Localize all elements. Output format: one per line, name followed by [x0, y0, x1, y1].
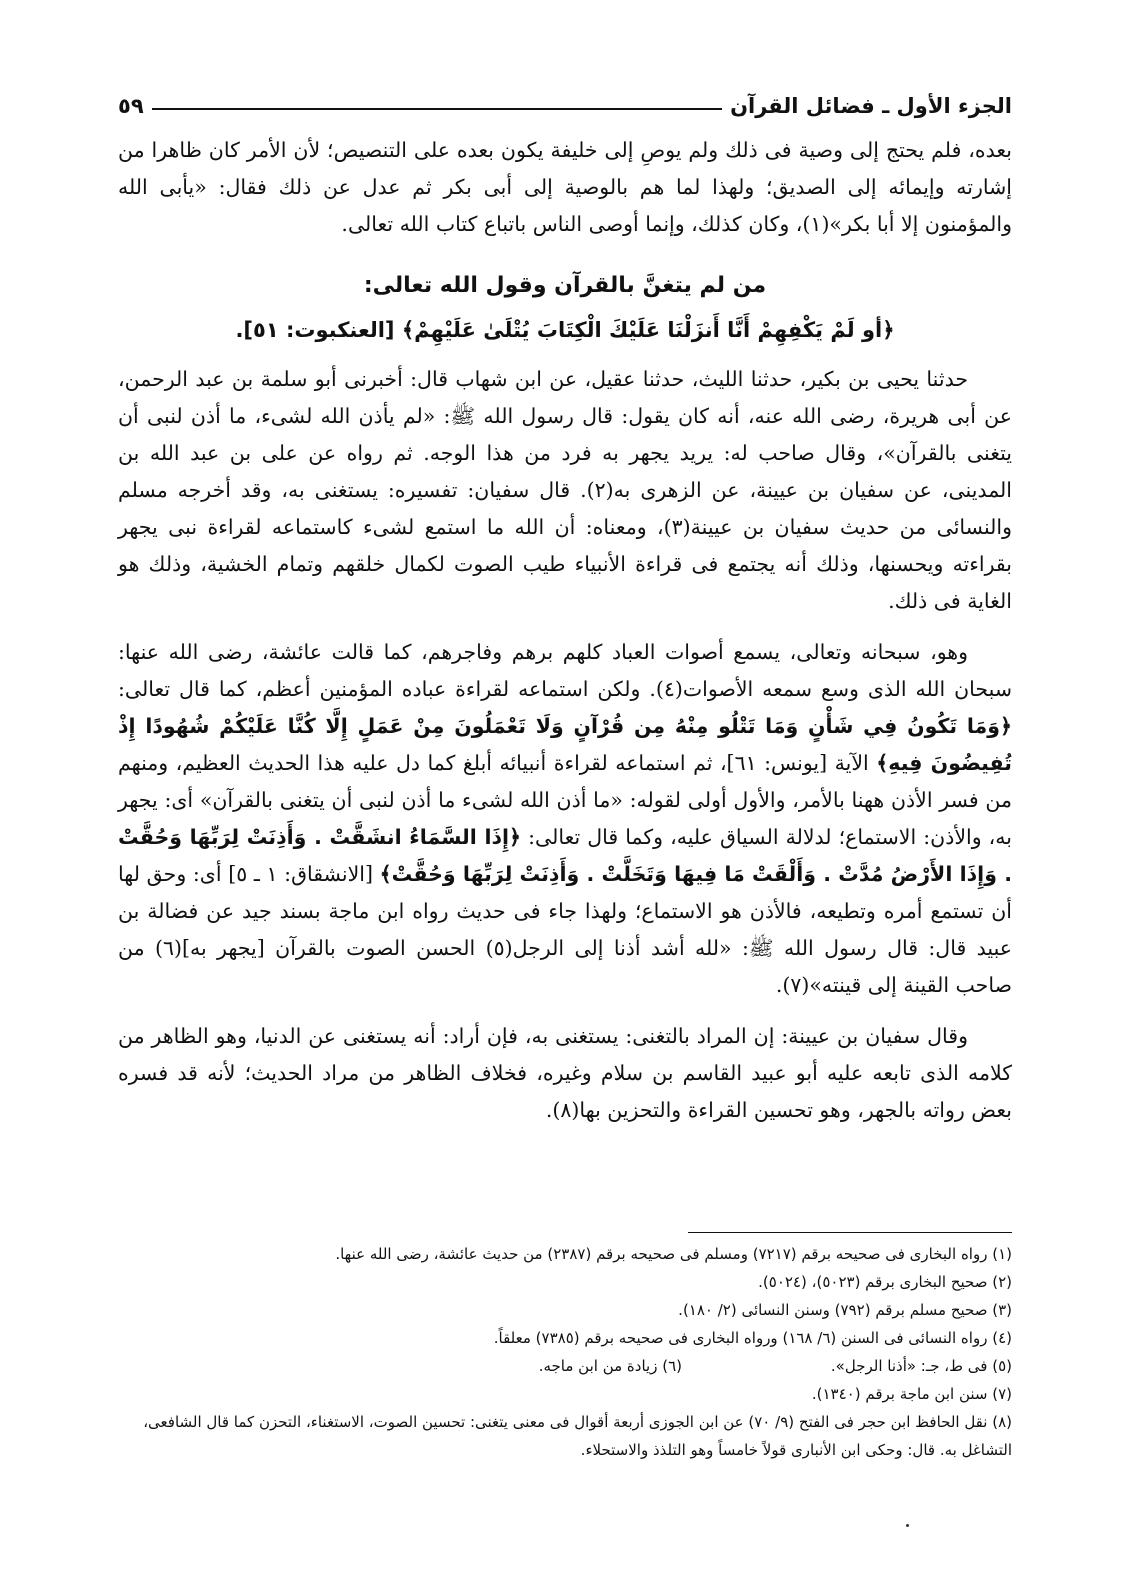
footnote-6: (٦) زيادة من ابن ماجه.: [538, 1357, 682, 1375]
footnote-3: (٣) صحيح مسلم برقم (٧٩٢) وسنن النسائى (٢/ ١٨٠).: [678, 1301, 1012, 1319]
paragraph-2: حدثنا يحيى بن بكير، حدثنا الليث، حدثنا عقيل، عن ابن شهاب قال: أخبرنى أبو سلمة بن عبد الرحمن، عن أبى هريرة، رضى الله عنه، أنه كان يقول: قال رسول الله ﷺ: «لم يأذن الله لشىء، ما أذن لنبى أن يتغنى بالقرآن»، وقال صاحب له: يريد يجهر به فرد من هذا الوجه. ثم رواه عن على بن عبد الله بن المدينى، عن سفيان بن عيينة، عن الزهرى به(٢). قال سفيان: تفسيره: يستغنى به، وقد أخرجه مسلم والنسائى من حديث سفيان بن عيينة(٣)، ومعناه: أن الله ما استمع لشىء كاستماعه لقراءة نبى يجهر بقراءته ويحسنها، وذلك أنه يجتمع فى قراءة الأنبياء طيب الصوت لكمال خلقهم وتمام الخشية، وذلك هو الغاية فى ذلك.: [118, 367, 1012, 613]
main-text: [118, 132, 1012, 1143]
header-rule: [152, 108, 722, 110]
footnote-1: (١) رواه البخارى فى صحيحه برقم (٧٢١٧) ومسلم فى صحيحه برقم (٢٣٨٧) من حديث عائشة، رضى الله عنها.: [335, 1245, 1012, 1263]
footnotes: [118, 1240, 1012, 1464]
footnote-8: (٨) نقل الحافظ ابن حجر فى الفتح (٩/ ٧٠) عن ابن الجوزى أربعة أقوال فى معنى يتغنى: تحسين الصوت، الاستغناء، التحزن كما قال الشافعى، التشاغل به. قال: وحكى ابن الأنبارى قولاً خامساً وهو التلذذ والاستحلاء.: [143, 1413, 1012, 1459]
footnote-separator: [688, 1232, 1012, 1233]
footnote-4: (٤) رواه النسائى فى السنن (٦/ ١٦٨) ورواه البخارى فى صحيحه برقم (٧٣٨٥) معلقاً.: [493, 1329, 1012, 1347]
paragraph-4: وقال سفيان بن عيينة: إن المراد بالتغنى: يستغنى به، فإن أراد: أنه يستغنى عن الدنيا، وهو الظاهر من كلامه الذى تابعه عليه أبو عبيد القاسم بن سلام وغيره، فخلاف الظاهر من مراد الحديث؛ لأنه قد فسره بعض رواته بالجهر، وهو تحسين القراءة والتحزين بها(٨).: [118, 1024, 1012, 1122]
quran-verse-inshiqaq: ﴿إِذَا السَّمَاءُ انشَقَّتْ . وَأَذِنَتْ لِرَبِّهَا وَحُقَّتْ . وَإِذَا الأَرْضُ مُدَّتْ . وَأَلْقَتْ مَا فِيهَا وَتَخَلَّتْ . وَأَذِنَتْ لِرَبِّهَا وَحُقَّتْ﴾: [118, 825, 1012, 886]
footnote-5: (٥) فى ط، جـ: «أذنا الرجل».: [830, 1357, 1012, 1375]
paragraph-3: [118, 634, 1012, 1004]
paragraph-3-part-c: [الانشقاق: ١ ـ ٥] أى: وحق لها أن تستمع أمره وتطيعه، فالأذن هو الاستماع؛ ولهذا جاء فى حديث رواه ابن ماجة بسند جيد عن فضالة بن عبيد قال: قال رسول الله ﷺ: «لله أشد أذنا إلى الرجل(٥) الحسن الصوت بالقرآن [يجهر به](٦) من صاحب القينة إلى قينته»(٧).: [118, 862, 1012, 997]
quran-verse-yunus: ﴿وَمَا تَكُونُ فِي شَأْنٍ وَمَا تَتْلُو مِنْهُ مِن قُرْآنٍ وَلَا تَعْمَلُونَ مِنْ عَمَلٍ إِلَّا كُنَّا عَلَيْكُمْ شُهُودًا إِذْ تُفِيضُونَ فِيهِ﴾: [118, 714, 1012, 775]
section-title: من لم يتغنَّ بالقرآن وقول الله تعالى:: [363, 273, 767, 298]
footnote-2: (٢) صحيح البخارى برقم (٥٠٢٣)، (٥٠٢٤).: [758, 1273, 1012, 1291]
paragraph-3-part-a: وهو، سبحانه وتعالى، يسمع أصوات العباد كلهم برهم وفاجرهم، كما قالت عائشة، رضى الله عنها: سبحان الله الذى وسع سمعه الأصوات(٤). ولكن استماعه لقراءة عباده المؤمنين أعظم، كما قال تعالى:: [118, 640, 1013, 701]
footnote-7: (٧) سنن ابن ماجة برقم (١٣٤٠).: [811, 1385, 1012, 1403]
paragraph-3-part-b: الآية [يونس: ٦١]، ثم استماعه لقراءة أنبيائه أبلغ كما دل عليه هذا الحديث العظيم، ومنهم من فسر الأذن ههنا بالأمر، والأول أولى لقوله: «ما أذن الله لشىء ما أذن لنبى أن يتغنى بالقرآن» أى: يجهر به، والأذن: الاستماع؛ لدلالة السياق عليه، وكما قال تعالى:: [118, 751, 1012, 849]
running-header: [118, 86, 1012, 118]
page-number: ٥٩: [118, 94, 144, 118]
section-verse: ﴿أو لَمْ يَكْفِهِمْ أَنَّا أَنزَلْنَا عَلَيْكَ الْكِتَابَ يُتْلَىٰ عَلَيْهِمْ﴾ [العنكبوت: ٥١].: [235, 318, 895, 342]
scan-speck: [906, 1524, 909, 1527]
footnote-5-6-row: [118, 1352, 1012, 1380]
running-header-title: الجزء الأول ـ فضائل القرآن: [730, 94, 1012, 118]
paragraph-1: بعده، فلم يحتج إلى وصية فى ذلك ولم يوصِ إلى خليفة يكون بعده على التنصيص؛ لأن الأمر كان ظاهرا من إشارته وإيمائه إلى الصديق؛ ولهذا لما هم بالوصية إلى أبى بكر ثم عدل عن ذلك فقال: «يأبى الله والمؤمنون إلا أبا بكر»(١)، وكان كذلك، وإنما أوصى الناس باتباع كتاب الله تعالى.: [118, 138, 1012, 236]
